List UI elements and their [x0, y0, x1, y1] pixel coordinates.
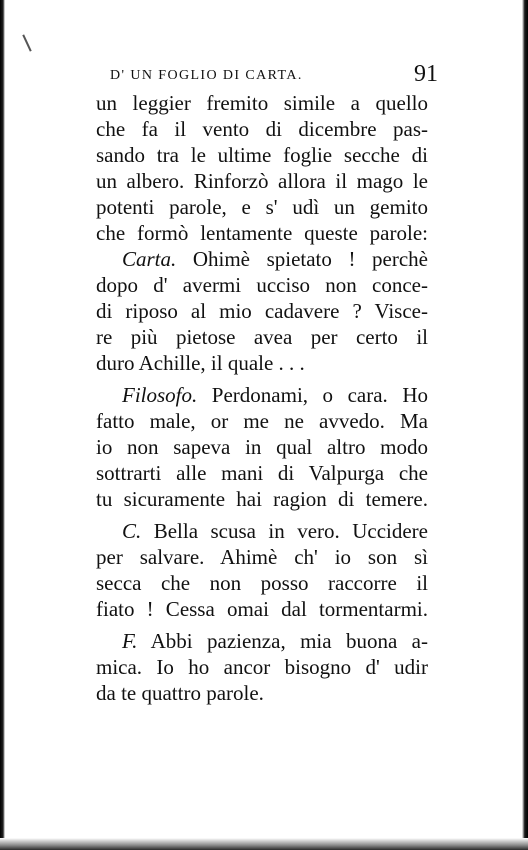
page-header	[110, 62, 438, 88]
text-line: sando tra le ultime foglie secche di	[96, 143, 428, 167]
page-number: 91	[414, 61, 438, 87]
text-line: mica. Io ho ancor bisogno d' udir	[96, 655, 428, 679]
text-line: duro Achille, il quale . . .	[96, 351, 305, 375]
body-text	[96, 90, 428, 706]
speaker-name: C.	[122, 519, 142, 543]
speaker-name: Filosofo.	[122, 383, 198, 407]
text-line: da te quattro parole.	[96, 681, 264, 705]
scan-edge-bottom	[0, 838, 528, 850]
speech-text: Bella scusa in vero. Uccidere	[153, 519, 428, 543]
text-line: un albero. Rinforzò allora il mago le	[96, 169, 428, 193]
text-line: per salvare. Ahimè ch' io son sì	[96, 545, 428, 569]
speech-first-line	[96, 628, 428, 654]
text-line: sottrarti alle mani di Valpurga che	[96, 461, 428, 485]
scan-mark	[22, 34, 31, 51]
scan-edge-left	[0, 0, 5, 850]
text-line: fatto male, or me ne avvedo. Ma	[96, 409, 428, 433]
text-line: io non sapeva in qual altro modo	[96, 435, 428, 459]
text-line: che fa il vento di dicembre pas-	[96, 117, 428, 141]
speech-text: Abbi pazienza, mia buona a-	[150, 629, 428, 653]
scan-edge-right	[522, 0, 528, 850]
speech-first-line	[96, 518, 428, 544]
text-line: dopo d' avermi ucciso non conce-	[96, 273, 428, 297]
speech-text: Perdonami, o cara. Ho	[211, 383, 428, 407]
text-line: re più pietose avea per certo il	[96, 325, 428, 349]
speaker-name: Carta.	[122, 247, 177, 271]
text-line: tu sicuramente hai ragion di temere.	[96, 487, 428, 511]
speech-text: Ohimè spietato ! perchè	[192, 247, 428, 271]
text-line: potenti parole, e s' udì un gemito	[96, 195, 428, 219]
text-line: che formò lentamente queste parole:	[96, 221, 428, 245]
running-head: D' UN FOGLIO DI CARTA.	[110, 68, 303, 83]
speech-first-line	[96, 382, 428, 408]
text-line: secca che non posso raccorre il	[96, 571, 428, 595]
speech-first-line	[96, 246, 428, 272]
text-line: un leggier fremito simile a quello	[96, 91, 428, 115]
text-line: fiato ! Cessa omai dal tormentarmi.	[96, 597, 428, 621]
text-line: di riposo al mio cadavere ? Visce-	[96, 299, 428, 323]
speaker-name: F.	[122, 629, 138, 653]
